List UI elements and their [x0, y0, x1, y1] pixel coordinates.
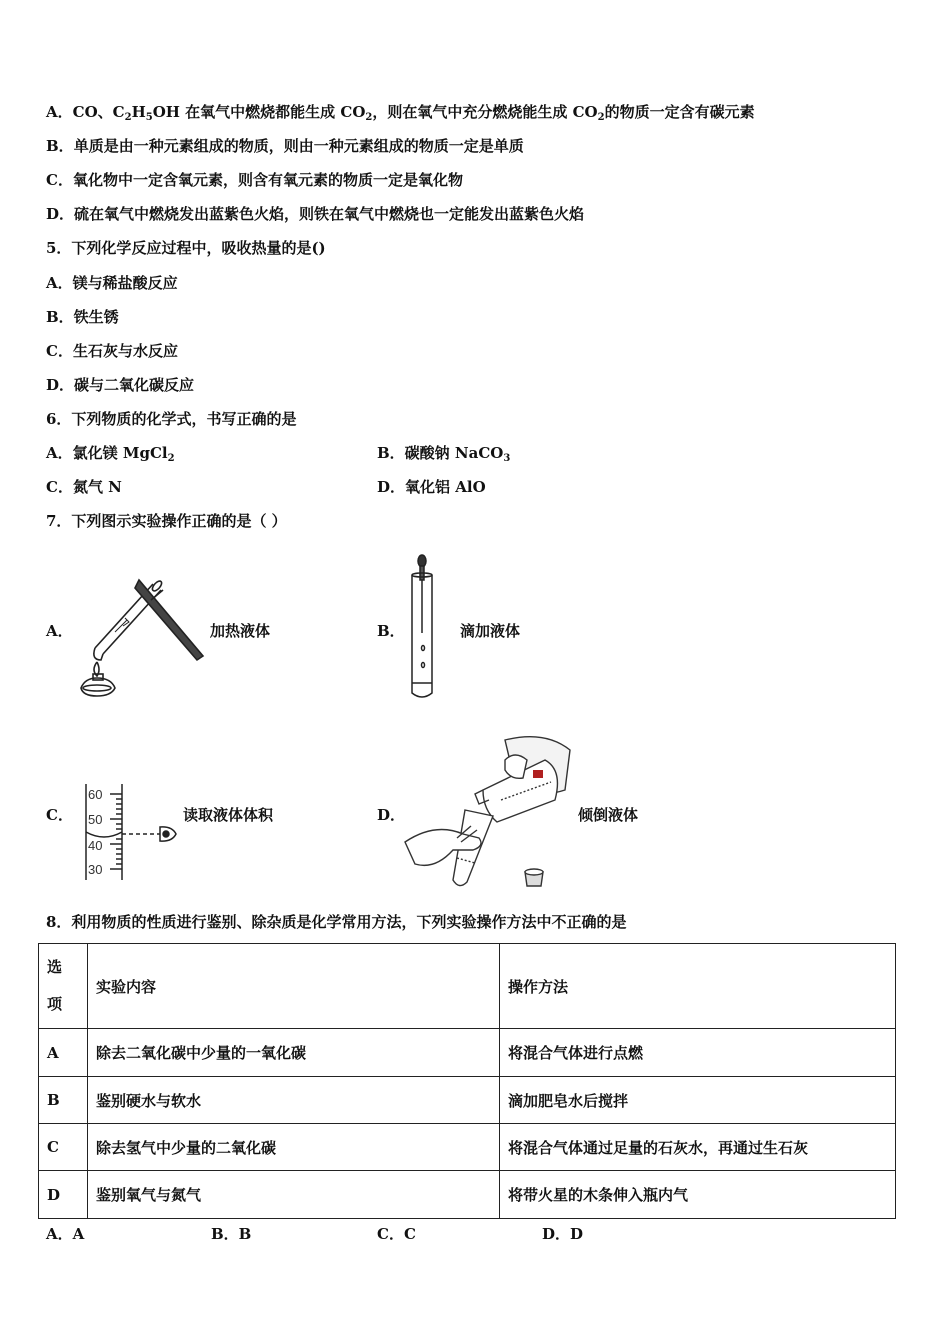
q5-option-c: C．生石灰与水反应: [46, 342, 178, 360]
tick-label: 30: [88, 862, 103, 877]
row-option: C: [39, 1124, 88, 1171]
q7-option-c-caption: 读取液体体积: [183, 806, 274, 824]
header-method: 操作方法: [500, 944, 896, 1029]
q7-option-d-letter: D．: [377, 806, 406, 824]
q7-stem: 7．下列图示实验操作正确的是（ ）: [46, 512, 287, 530]
q6-option-d: D．氧化铝 AlO: [377, 478, 486, 496]
row-option: A: [39, 1029, 88, 1077]
tick-label: 60: [88, 787, 103, 802]
q7-option-a-letter: A．: [46, 622, 73, 640]
row-method: 将混合气体进行点燃: [500, 1029, 896, 1077]
q8-answer-b: B．B: [211, 1225, 252, 1243]
q4-option-b: B．单质是由一种元素组成的物质，则由一种元素组成的物质一定是单质: [46, 137, 524, 155]
row-method: 将带火星的木条伸入瓶内气: [500, 1171, 896, 1219]
tick-label: 50: [88, 812, 103, 827]
q5-option-a: A．镁与稀盐酸反应: [46, 274, 178, 292]
table-row: [39, 1077, 896, 1124]
table-row: [39, 1171, 896, 1219]
q7-option-b-caption: 滴加液体: [460, 622, 521, 640]
q5-option-d: D．碳与二氧化碳反应: [46, 376, 195, 394]
row-content: 除去氢气中少量的二氧化碳: [88, 1124, 500, 1171]
header-option: 选 项: [39, 944, 88, 1029]
q8-table: [38, 943, 896, 1219]
q6-stem: 6．下列物质的化学式，书写正确的是: [46, 410, 297, 428]
table-header-row: [39, 944, 896, 1029]
measuring-cylinder-illustration: [82, 782, 182, 882]
q8-stem: 8．利用物质的性质进行鉴别、除杂质是化学常用方法，下列实验操作方法中不正确的是: [46, 913, 627, 931]
q8-answer-a: A．A: [46, 1225, 85, 1243]
dropping-liquid-illustration: [406, 553, 440, 703]
q4-option-d: D．硫在氧气中燃烧发出蓝紫色火焰，则铁在氧气中燃烧也一定能发出蓝紫色火焰: [46, 205, 585, 223]
q6-option-b: B．碳酸钠 NaCO$_3$: [377, 444, 511, 464]
table-row: [39, 1029, 896, 1077]
q5-option-b: B．铁生锈: [46, 308, 119, 326]
q4-option-a: A．CO、$C_2H_5OH$ 在氧气中燃烧都能生成 $CO_2$，则在氧气中充分燃烧能生成 $CO_2$的物质一定含有碳元素: [46, 103, 755, 123]
q7-option-c-letter: C．: [46, 806, 73, 824]
row-option: B: [39, 1077, 88, 1124]
tick-label: 40: [88, 838, 103, 853]
q8-answer-c: C．C: [377, 1225, 416, 1243]
row-method: 滴加肥皂水后搅拌: [500, 1077, 896, 1124]
pouring-liquid-illustration: [405, 730, 575, 892]
q7-option-a-caption: 加热液体: [210, 622, 271, 640]
q7-option-d-caption: 倾倒液体: [578, 806, 639, 824]
q8-answer-d: D．D: [542, 1225, 584, 1243]
q7-option-b-letter: B．: [377, 622, 405, 640]
row-content: 除去二氧化碳中少量的一氧化碳: [88, 1029, 500, 1077]
row-method: 将混合气体通过足量的石灰水，再通过生石灰: [500, 1124, 896, 1171]
row-content: 鉴别硬水与软水: [88, 1077, 500, 1124]
header-content: 实验内容: [88, 944, 500, 1029]
row-option: D: [39, 1171, 88, 1219]
q5-stem: 5．下列化学反应过程中，吸收热量的是(): [46, 239, 326, 257]
table-row: [39, 1124, 896, 1171]
row-content: 鉴别氧气与氮气: [88, 1171, 500, 1219]
q4-option-c: C．氧化物中一定含氧元素，则含有氧元素的物质一定是氧化物: [46, 171, 463, 189]
q6-option-c: C．氮气 N: [46, 478, 122, 496]
heating-liquid-illustration: [75, 570, 210, 700]
q6-option-a: A．氯化镁 MgCl$_2$: [46, 444, 175, 464]
